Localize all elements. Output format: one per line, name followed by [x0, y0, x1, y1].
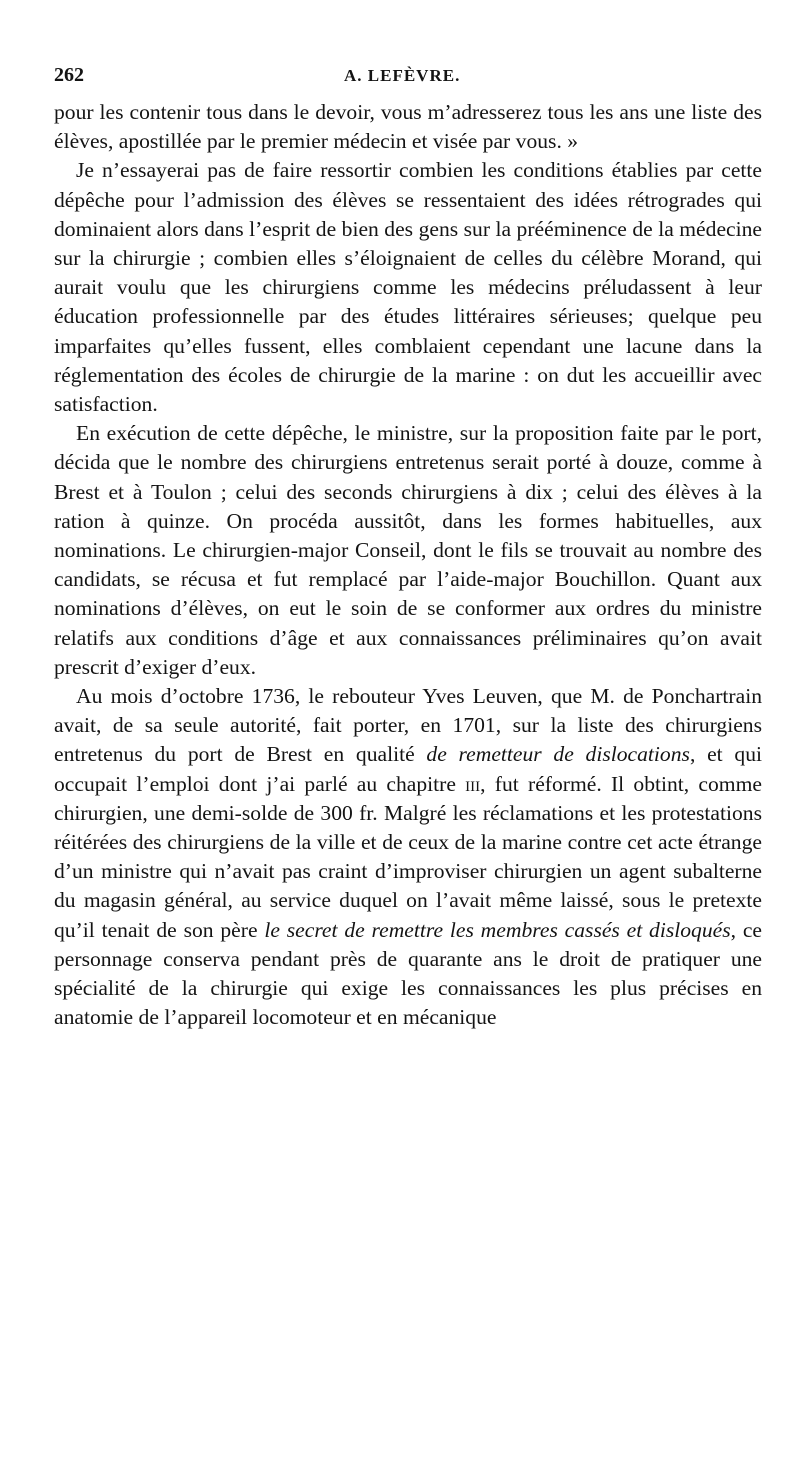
text-run: Au mois d’octobre 1736, le rebouteur Yves Leuven, que M. de Ponchartrain avait, de sa seule autorité, fait porter, en 1701, sur la liste des chirurgiens entretenus du port de Brest en qualité	[54, 684, 762, 767]
body-text	[54, 98, 762, 1033]
book-page	[54, 58, 762, 1438]
running-head-author: A. LEFÈVRE.	[344, 66, 461, 85]
text-run: pour les contenir tous dans le devoir, vous m’adresserez tous les ans une liste des élèves, apostillée par le premier médecin et visée par vous. »	[54, 100, 762, 154]
running-head	[54, 58, 762, 98]
text-run: , fut réformé. Il obtint, comme chirurgien, une demi-solde de 300 fr. Malgré les réclamations et les protestations réitérées des chirurgiens de la ville et de ceux de la marine contre cet acte étrange d’un ministre qui n’avait pas craint d’improviser chirurgien un agent subalterne du magasin général, au service duquel on l’avait même laissé, sous le pretexte qu’il tenait de son père	[54, 771, 762, 942]
italic-phrase: de remetteur de dislocations	[426, 742, 690, 767]
chapter-numeral: iii	[465, 771, 481, 796]
italic-phrase: le secret de remettre les membres cassés et disloqués	[264, 917, 731, 942]
paragraph-1	[54, 98, 762, 156]
text-run: , ce personnage conserva pendant près de quarante ans le droit de pratiquer une spécialité de la chirurgie qui exige les connaissances les plus précises en anatomie de l’appareil locomoteur et en mécanique	[54, 917, 762, 1030]
paragraph-2	[54, 156, 762, 419]
paragraph-4	[54, 682, 762, 1032]
paragraph-3	[54, 419, 762, 682]
text-run: Je n’essayerai pas de faire ressortir combien les conditions établies par cette dépêche pour l’admission des élèves se ressentaient des idées rétrogrades qui dominaient alors dans l’esprit de bien des gens sur la prééminence de la médecine sur la chirurgie ; combien elles s’éloignaient de celles du célèbre Morand, qui aurait voulu que les chirurgiens comme les médecins préludassent à leur éducation professionnelle par des études littéraires sérieuses; quelque peu imparfaites qu’elles fussent, elles comblaient cependant une lacune dans la réglementation des écoles de chirurgie de la marine : on dut les accueillir avec satisfaction.	[54, 158, 762, 417]
text-run: En exécution de cette dépêche, le ministre, sur la proposition faite par le port, décida que le nombre des chirurgiens entretenus serait porté à douze, comme à Brest et à Toulon ; celui des seconds chirurgiens à dix ; celui des élèves à la ration à quinze. On procéda aussitôt, dans les formes habituelles, aux nominations. Le chirurgien-major Conseil, dont le fils se trouvait au nombre des candidats, se récusa et fut remplacé par l’aide-major Bouchillon. Quant aux nominations d’élèves, on eut le soin de se conformer aux ordres du ministre relatifs aux conditions d’âge et aux connaissances préliminaires qu’on avait prescrit d’exiger d’eux.	[54, 421, 762, 679]
page-number: 262	[54, 64, 84, 86]
text-run: , et qui occupait l’emploi dont j’ai parlé au chapitre	[54, 742, 762, 796]
